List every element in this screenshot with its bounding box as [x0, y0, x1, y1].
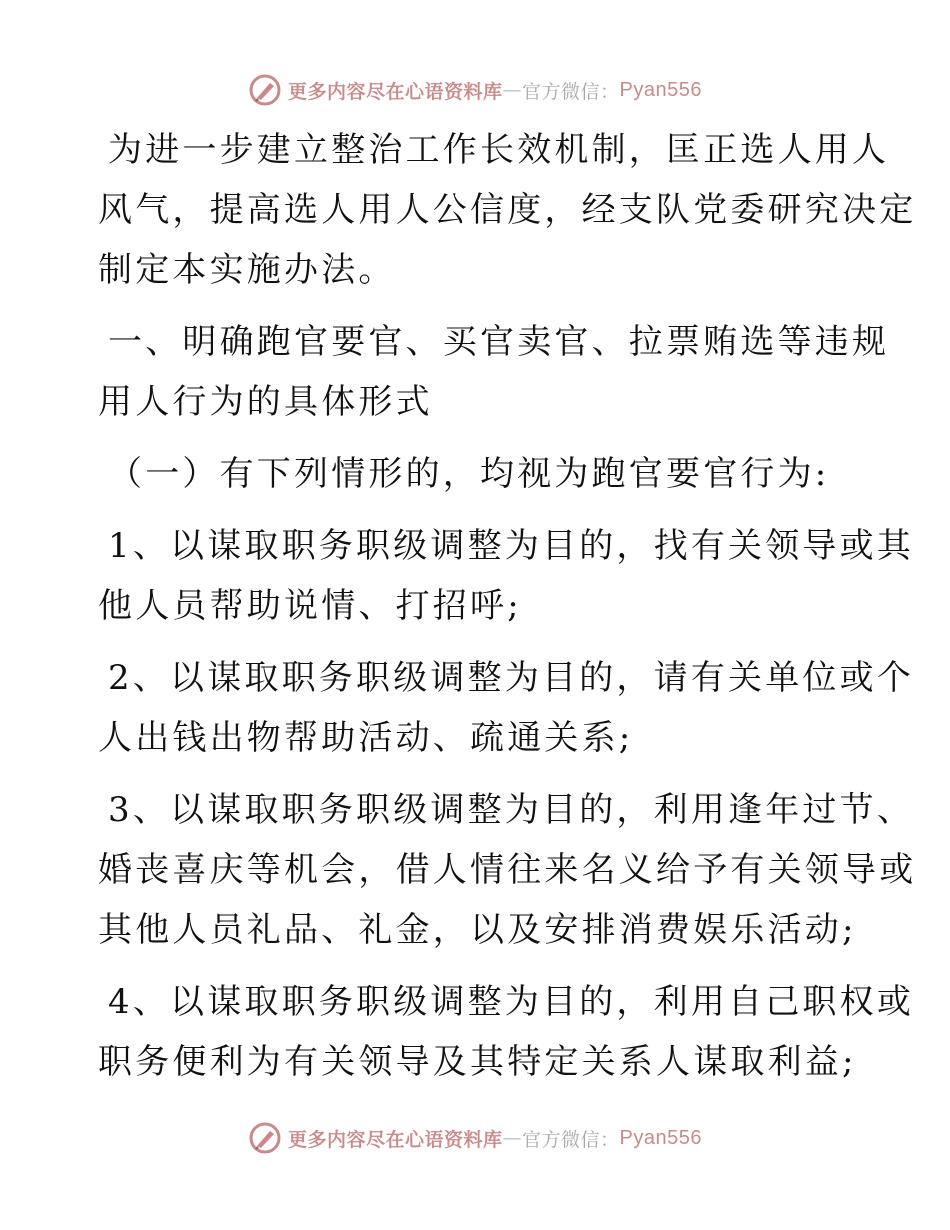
text-line: 2、以谋取职务职级调整为目的，请有关单位或个 [108, 658, 915, 698]
text-line: 风气，提高选人用人公信度，经支队党委研究决定 [98, 190, 917, 230]
watermark-separator: — [502, 1127, 523, 1149]
watermark-site-text: 更多内容尽在心语资料库 [288, 80, 503, 103]
pen-logo-icon [248, 1121, 282, 1155]
paragraph-subsection-one [98, 444, 858, 504]
watermark-wechat-id: Pyan556 [619, 78, 702, 101]
text-line: 制定本实施办法。 [98, 250, 396, 290]
paragraph-intro [98, 120, 917, 300]
watermark-separator: — [502, 79, 523, 101]
watermark-site-text: 更多内容尽在心语资料库 [288, 1128, 503, 1151]
text-line: 1、以谋取职务职级调整为目的，找有关领导或其 [108, 526, 915, 566]
text-line: 一、明确跑官要官、买官卖官、拉票贿选等违规 [108, 322, 890, 362]
text-line: 其他人员礼品、礼金，以及安排消费娱乐活动; [98, 910, 857, 950]
text-line: 职务便利为有关领导及其特定关系人谋取利益; [98, 1042, 857, 1082]
paragraph-item-1 [98, 516, 915, 636]
watermark-official-label: 官方微信： [522, 1128, 620, 1151]
text-line: 3、以谋取职务职级调整为目的，利用逢年过节、 [108, 790, 915, 830]
paragraph-section-one-heading [98, 312, 890, 432]
text-line: 为进一步建立整治工作长效机制，匡正选人用人 [108, 130, 890, 170]
footer-watermark [0, 1118, 950, 1158]
text-line: 他人员帮助说情、打招呼; [98, 586, 522, 626]
pen-logo-icon [248, 73, 282, 107]
text-line: 婚丧喜庆等机会，借人情往来名义给予有关领导或 [98, 850, 917, 890]
text-line: 用人行为的具体形式 [98, 382, 433, 422]
paragraph-item-2 [98, 648, 915, 768]
watermark-wechat-id: Pyan556 [619, 1126, 702, 1149]
document-body [98, 120, 917, 1092]
header-watermark [0, 70, 950, 110]
watermark-official-label: 官方微信： [522, 80, 620, 103]
text-line: （一）有下列情形的，均视为跑官要官行为: [108, 454, 830, 494]
text-line: 人出钱出物帮助活动、疏通关系; [98, 718, 634, 758]
paragraph-item-4 [98, 972, 915, 1092]
text-line: 4、以谋取职务职级调整为目的，利用自己职权或 [108, 982, 915, 1022]
paragraph-item-3 [98, 780, 917, 960]
